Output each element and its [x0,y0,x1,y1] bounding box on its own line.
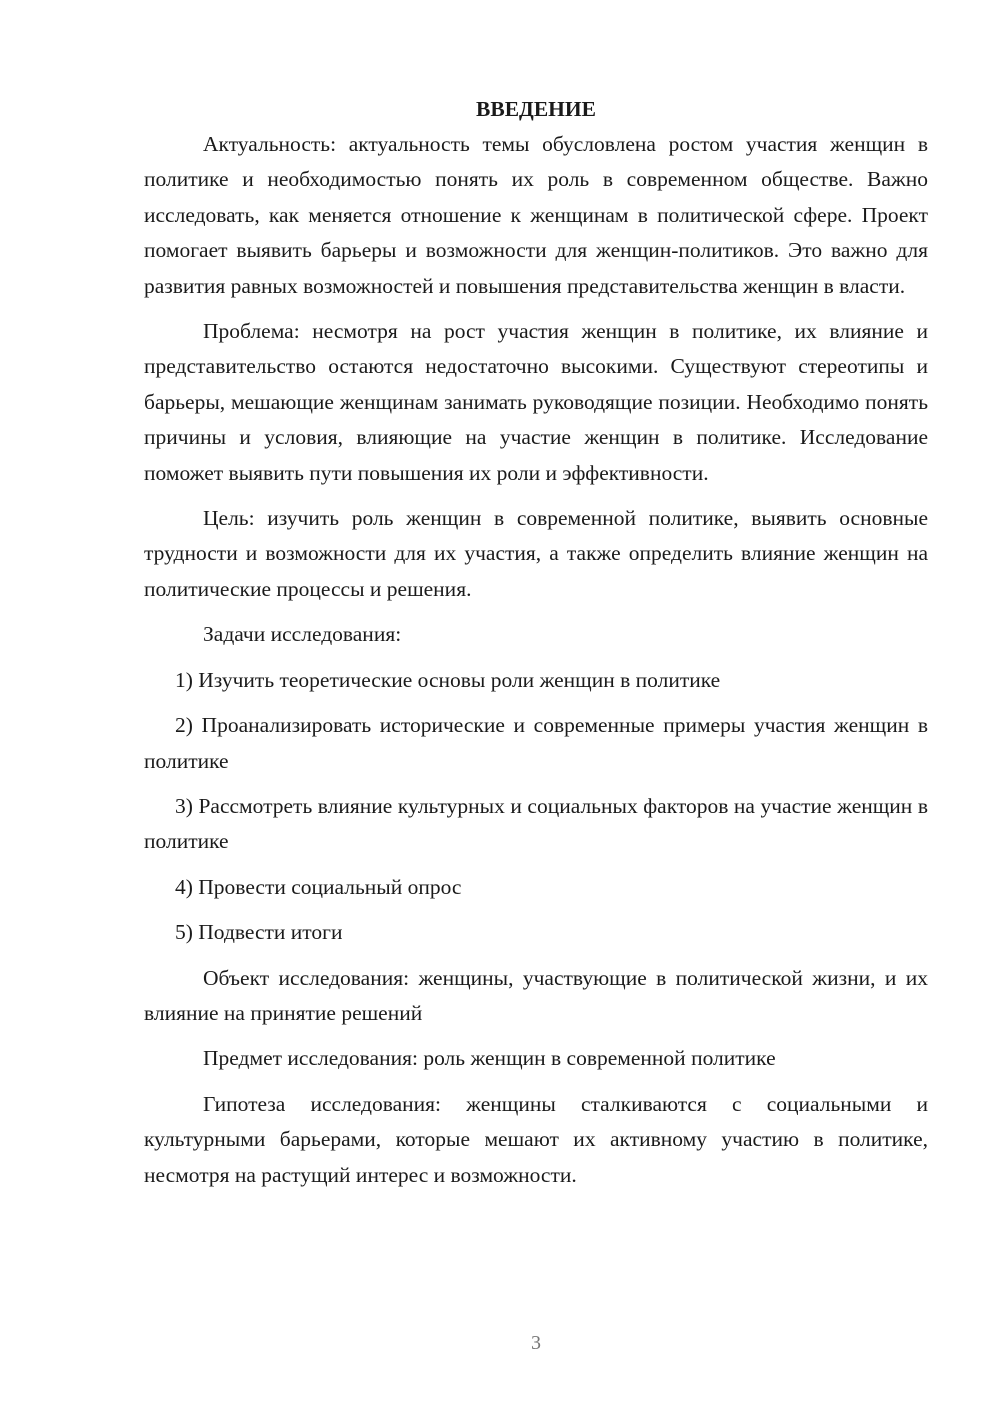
tasks-heading: Задачи исследования: [203,622,402,647]
task-item-4: 4) Провести социальный опрос [175,874,462,899]
problem-paragraph: Проблема: несмотря на рост участия женщин в политике, их влияние и представительство остаются недостаточно высокими. Существуют стереотипы и барьеры, мешающие женщинам занимать руководящие позиции. Необходимо понять причины и условия, влияющие на участие женщин в политике. Исследование поможет выявить пути повышения их роли и эффективности. [144,319,928,485]
goal-paragraph: Цель: изучить роль женщин в современной политике, выявить основные трудности и возможности для их участия, а также определить влияние женщин на политические процессы и решения. [144,506,928,601]
section-title: ВВЕДЕНИЕ [476,97,596,121]
task-item-2: 2) Проанализировать исторические и современные примеры участия женщин в политике [144,713,928,773]
task-item-3: 3) Рассмотреть влияние культурных и социальных факторов на участие женщин в политике [144,793,928,854]
object-paragraph: Объект исследования: женщины, участвующие в политической жизни, и их влияние на принятие решений [144,965,928,1025]
task-item-1: 1) Изучить теоретические основы роли женщин в политике [175,667,721,692]
document-page [144,92,928,1203]
hypothesis-paragraph: Гипотеза исследования: женщины сталкиваются с социальными и культурными барьерами, которые мешают их активному участию в политике, несмотря на растущий интерес и возможности. [144,1091,928,1187]
page-number: 3 [531,1332,541,1354]
relevance-paragraph: Актуальность: актуальность темы обусловлена ростом участия женщин в политике и необходимостью понять их роль в современном обществе. Важно исследовать, как меняется отношение к женщинам в политической сфере. Проект помогает выявить барьеры и возможности для женщин-политиков. Это важно для развития равных возможностей и повышения представительства женщин в власти. [144,132,928,298]
subject-paragraph: Предмет исследования: роль женщин в современной политике [203,1046,776,1071]
task-item-5: 5) Подвести итоги [175,920,343,945]
